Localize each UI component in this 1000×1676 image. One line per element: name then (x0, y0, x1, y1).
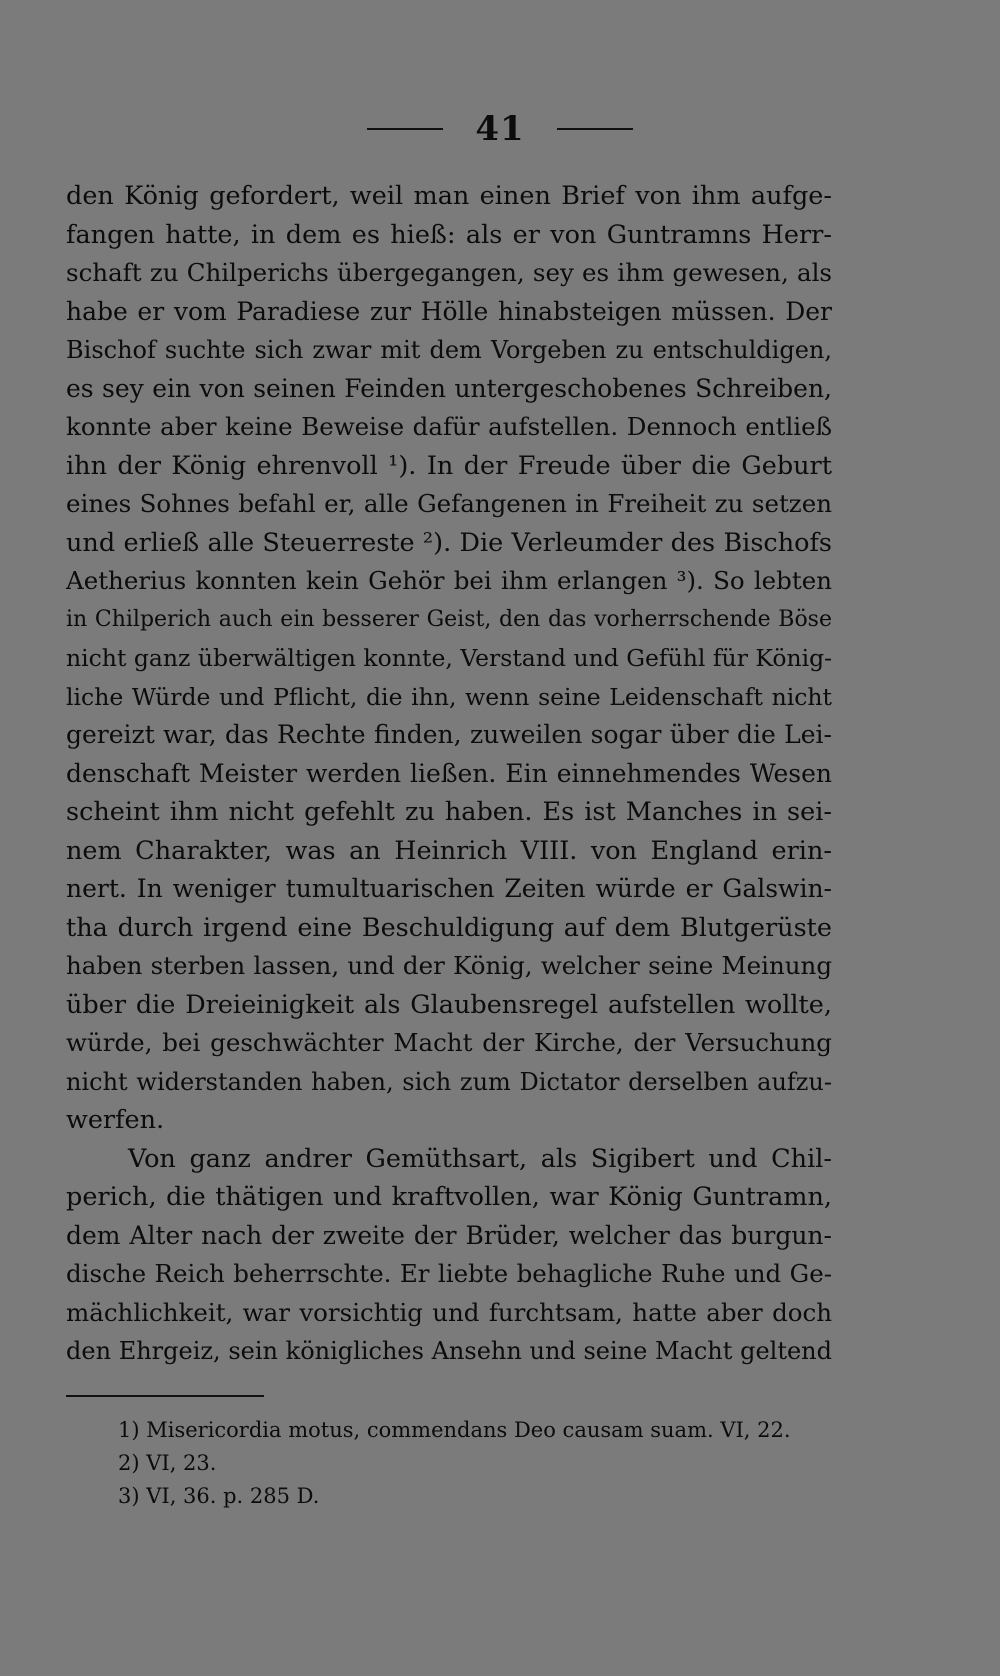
text-line: den Ehrgeiz, sein königliches Ansehn und seine Macht geltend (66, 1337, 832, 1365)
header-rule-left (367, 128, 443, 130)
text-line: schaft zu Chilperichs übergegangen, sey es ihm gewesen, als (66, 258, 832, 287)
body-text (66, 177, 832, 1371)
text-line: scheint ihm nicht gefehlt zu haben. Es ist Manches in sei- (66, 797, 832, 827)
text-line: Von ganz andrer Gemüthsart, als Sigibert und Chil- (128, 1143, 832, 1174)
text-line: eines Sohnes befahl er, alle Gefangenen in Freiheit zu setzen (66, 489, 832, 518)
text-line: würde, bei geschwächter Macht der Kirche, der Versuchung (66, 1028, 832, 1057)
footnotes (118, 1414, 838, 1513)
page-number: 41 (475, 109, 525, 149)
text-line: nicht widerstanden haben, sich zum Dictator derselben aufzu- (66, 1067, 832, 1096)
footnote-rule (66, 1395, 264, 1397)
footnote: 1) Misericordia motus, commendans Deo causam suam. VI, 22. (118, 1418, 791, 1442)
text-line: perich, die thätigen und kraftvollen, war König Guntramn, (66, 1182, 832, 1212)
text-line: nert. In weniger tumultuarischen Zeiten würde er Galswin- (66, 874, 832, 903)
text-line: gereizt war, das Rechte finden, zuweilen sogar über die Lei- (66, 720, 832, 749)
page-header (0, 104, 1000, 154)
text-line: über die Dreieinigkeit als Glaubensregel aufstellen wollte, (66, 989, 832, 1020)
footnote: 3) VI, 36. p. 285 D. (118, 1484, 320, 1508)
text-line: dem Alter nach der zweite der Brüder, welcher das burgun- (66, 1220, 832, 1250)
text-line: tha durch irgend eine Beschuldigung auf dem Blutgerüste (66, 912, 832, 943)
text-line: konnte aber keine Beweise dafür aufstellen. Dennoch entließ (66, 412, 832, 441)
text-line: liche Würde und Pflicht, die ihn, wenn seine Leidenschaft nicht (66, 682, 832, 711)
text-line: nem Charakter, was an Heinrich VIII. von England erin- (66, 835, 832, 866)
text-line: denschaft Meister werden ließen. Ein einnehmendes Wesen (66, 758, 832, 788)
text-line: Aetherius konnten kein Gehör bei ihm erlangen ³). So lebten (66, 566, 832, 595)
text-line: fangen hatte, in dem es hieß: als er von Guntramns Herr- (66, 219, 832, 250)
footnote: 2) VI, 23. (118, 1451, 217, 1475)
text-line: dische Reich beherrschte. Er liebte behagliche Ruhe und Ge- (66, 1259, 832, 1288)
text-line: mächlichkeit, war vorsichtig und furchtsam, hatte aber doch (66, 1297, 832, 1327)
text-line: und erließ alle Steuerreste ²). Die Verleumder des Bischofs (66, 527, 832, 558)
text-line: in Chilperich auch ein besserer Geist, den das vorherrschende Böse (66, 606, 832, 632)
text-line: haben sterben lassen, und der König, welcher seine Meinung (66, 951, 832, 980)
text-line: ihn der König ehrenvoll ¹). In der Freude über die Geburt (66, 450, 832, 481)
text-line: nicht ganz überwältigen konnte, Verstand und Gefühl für König- (66, 644, 833, 672)
text-line: werfen. (66, 1105, 165, 1135)
text-line: den König gefordert, weil man einen Brief von ihm aufge- (66, 181, 832, 211)
header-rule-right (557, 128, 633, 130)
text-line: es sey ein von seinen Feinden untergeschobenes Schreiben, (66, 373, 832, 403)
text-line: habe er vom Paradiese zur Hölle hinabsteigen müssen. Der (66, 296, 832, 326)
text-line: Bischof suchte sich zwar mit dem Vorgeben zu entschuldigen, (66, 336, 832, 364)
